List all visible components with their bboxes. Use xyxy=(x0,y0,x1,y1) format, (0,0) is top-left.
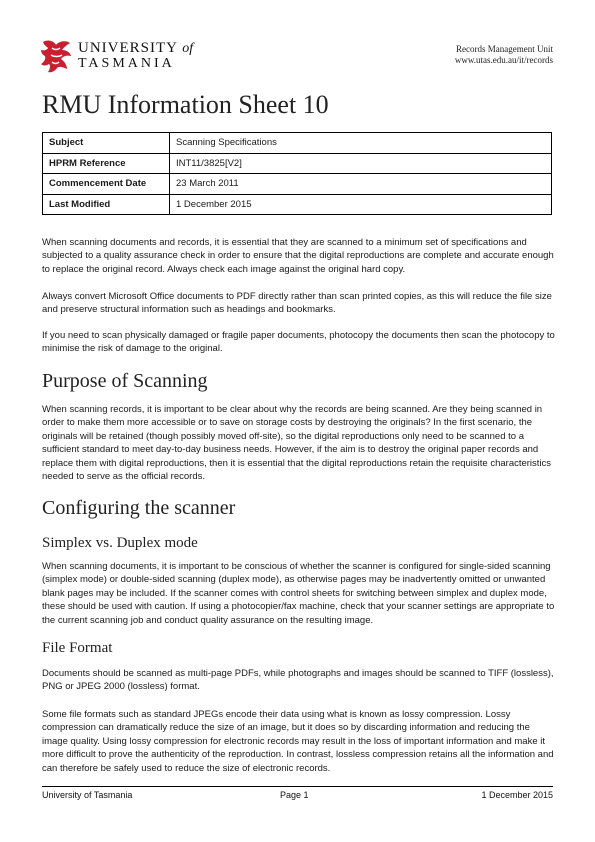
row-value: Scanning Specifications xyxy=(170,133,552,154)
intro-paragraph: When scanning documents and records, it is essential that they are scanned to a minimum set of specifications and subjected to a quality assurance check in order to ensure that the digital reproductions are complete and accurate enough to replace the original record. Always check each image against the original hard copy. xyxy=(42,237,554,275)
compression-paragraph: Some file formats such as standard JPEGs encode their data using what is known as lossy compression. Lossy compression can dramatically reduce the size of an image, but it does so by discarding information and reducing the image quality. Using lossy compression for electronic records may result in the loss of important information and make it more difficult to prove the authenticity of the reproduction. In contrast, lossless compression retains all the information and can therefore be safely used to reduce the size of electronic records. xyxy=(42,709,554,774)
footer-date: 1 December 2015 xyxy=(481,790,553,800)
row-label: HPRM Reference xyxy=(43,153,170,174)
row-label: Subject xyxy=(43,133,170,154)
unit-url: www.utas.edu.au/it/records xyxy=(454,55,553,65)
file-format-paragraph: Documents should be scanned as multi-page PDFs, while photographs and images should be scanned to TIFF (lossless), PNG or JPEG 2000 (lossless) format. xyxy=(42,668,554,693)
row-value: 23 March 2011 xyxy=(170,174,552,195)
lion-crest-icon xyxy=(40,38,74,74)
subheading-file-format: File Format xyxy=(42,640,113,656)
row-label: Commencement Date xyxy=(43,174,170,195)
unit-info xyxy=(455,44,553,66)
metadata-table xyxy=(42,132,552,215)
university-logo xyxy=(40,38,194,78)
table-row xyxy=(43,133,552,154)
table-row xyxy=(43,153,552,174)
logo-wordmark-line1: UNIVERSITY of xyxy=(78,40,194,56)
intro-paragraph: If you need to scan physically damaged or fragile paper documents, photocopy the documents then scan the photocopy to minimise the risk of damage to the original. xyxy=(42,330,555,355)
footer-page-number: Page 1 xyxy=(280,790,309,800)
section-heading-purpose: Purpose of Scanning xyxy=(42,370,208,392)
purpose-paragraph: When scanning records, it is important to be clear about why the records are being scanned. Are they being scanned in order to make them more accessible or to save on storage costs by destroying the originals? In the first scenario, the originals will be retained (though possibly moved off-site), so the digital reproductions only need to be scanned to a sufficient standard to meet day-to-day business needs. However, if the aim is to destroy the original paper records and replace them with digital reproductions, then it is essential that the digital reproductions retain the requisite characteristics needed to serve as the official records. xyxy=(42,404,552,483)
row-label: Last Modified xyxy=(43,194,170,215)
intro-paragraph: Always convert Microsoft Office documents to PDF directly rather than scan printed copies, as this will reduce the file size and preserve structural information such as headings and bookmarks. xyxy=(42,291,552,316)
simplex-paragraph: When scanning documents, it is important to be conscious of whether the scanner is configured for single-sided scanning (simplex mode) or double-sided scanning (duplex mode), as otherwise pages may be inadvertently omitted or unwanted blank pages may be included. If the scanner comes with control sheets for switching between simplex and duplex mode, these should be used with caution. If using a photocopier/fax machine, check that your scanner settings are appropriate to the current scanning job and conduct quality assurance on the resulting image. xyxy=(42,561,555,626)
table-row xyxy=(43,194,552,215)
footer-divider xyxy=(42,786,553,787)
section-heading-configuring: Configuring the scanner xyxy=(42,497,236,519)
footer-organisation: University of Tasmania xyxy=(42,790,133,800)
subheading-simplex-duplex: Simplex vs. Duplex mode xyxy=(42,535,198,551)
table-row xyxy=(43,174,552,195)
logo-wordmark-line2: TASMANIA xyxy=(78,56,175,71)
unit-name: Records Management Unit xyxy=(456,44,553,54)
page-title: RMU Information Sheet 10 xyxy=(42,90,329,119)
row-value: INT11/3825[V2] xyxy=(170,153,552,174)
row-value: 1 December 2015 xyxy=(170,194,552,215)
